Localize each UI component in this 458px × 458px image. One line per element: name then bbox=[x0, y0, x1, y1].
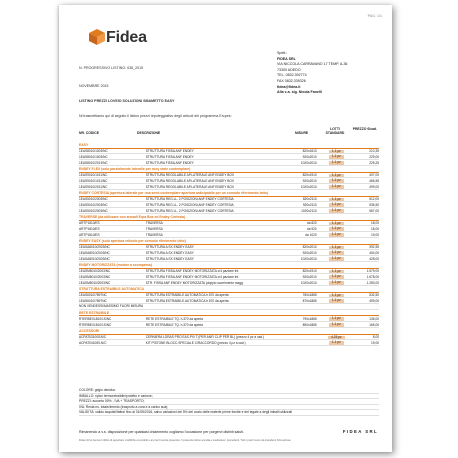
size-cell: 920x2010 bbox=[271, 250, 321, 256]
fidea-logo-mark-icon bbox=[89, 27, 105, 47]
price-cell: 1.678,00 bbox=[352, 274, 379, 280]
document-intro: Ni trasmettiamo qui di seguito il listino prezzi reputeggiativo degli articoli del programma Ercpes: bbox=[79, 114, 232, 118]
recipient-block bbox=[277, 51, 385, 96]
description-cell: STRUTTURA REGOLABILE AP.LATERALE ANF ENDEY BOX bbox=[146, 172, 271, 178]
product-code-cell: 1EAS6010/7897NC bbox=[79, 292, 146, 298]
product-code-cell: 1EAS8010/2013/NC bbox=[79, 160, 146, 166]
section-title: ENDEY MOTORIZZATA (motore a scomparsa) bbox=[79, 261, 379, 268]
column-header-lotto: LOTTI STANDARD bbox=[325, 127, 345, 135]
description-cell: CERNIERA LORAS PRO EAS-PIV T.(PER ANFI CLIP PER BL) (prezzo 4 pz a cad.) bbox=[146, 334, 271, 340]
product-code-cell: 1EAS9010/2011/NC bbox=[79, 184, 146, 190]
section-header-row bbox=[79, 165, 379, 172]
section-title: ENDEY FLEX (solo parzialmente lateralie per ruoy varie contemplare) bbox=[79, 165, 379, 172]
size-cell: 820x2110 bbox=[271, 196, 321, 202]
recipient-line: TEL. 0832.392774 bbox=[277, 73, 307, 78]
section-header-row bbox=[79, 189, 379, 196]
document-date: NOVEMBRE 2015 bbox=[79, 84, 109, 88]
lotto-badge: 1-1 pz bbox=[329, 174, 344, 178]
description-cell: KIT PISTONE BLOCC.SPECIALE C/RACCORDO (prezzo 4 pz a cad.) bbox=[146, 340, 271, 346]
product-code-cell: 1EASM8010/2003/NC bbox=[79, 274, 146, 280]
section-header-row bbox=[79, 285, 379, 292]
lotto-badge: 1-1 pz bbox=[329, 251, 344, 255]
price-cell: 567,00 bbox=[352, 208, 379, 214]
lotto-badge: 1-1 pz bbox=[329, 281, 344, 285]
lotto-badge: 1-1 pz bbox=[329, 275, 344, 279]
price-cell: 1.579,00 bbox=[352, 268, 379, 274]
size-cell: 820x1910 bbox=[271, 172, 321, 178]
description-cell: RETE ESTRAIBILE TQ. h.370 da aperta bbox=[146, 322, 271, 328]
price-cell: 225,25 bbox=[352, 160, 379, 166]
page-number: PAG. 1/1 bbox=[367, 14, 382, 18]
price-cell: 407,00 bbox=[352, 172, 379, 178]
price-list-table bbox=[79, 142, 379, 346]
description-cell: STRUTTURA REG.LL. 2 POSIZIONI ANF ENDEY CORTESIA bbox=[146, 202, 271, 208]
table-row bbox=[79, 340, 379, 346]
price-cell: 466,55 bbox=[352, 178, 379, 184]
description-cell: STRUTTURA ESTRAIBILE AUTOMATICA h.570 da aperta bbox=[146, 292, 271, 298]
description-cell: STRUTTURA REGOLABILE AP.LATERALE ANF ENDEY BOX bbox=[146, 178, 271, 184]
size-cell: 920x2110 bbox=[271, 202, 321, 208]
price-cell: 165,00 bbox=[352, 322, 379, 328]
section-title: ENDEY EASY (solo apertura reticolo per comodo riferimento letto) bbox=[79, 237, 379, 244]
price-cell: 499,00 bbox=[352, 298, 379, 304]
lotto-badge: 1-1 pz bbox=[329, 222, 344, 226]
column-header-code: NR. CODICE bbox=[79, 131, 99, 135]
size-cell: 920x2010 bbox=[271, 178, 321, 184]
product-code-cell: NON VENDESSI/MASSIMO FUORI MISURA bbox=[79, 304, 146, 310]
note-line: IMBALLO: nylon termoretraibile/protetto e cartone; bbox=[79, 394, 379, 400]
lotto-badge: 4-25 pz bbox=[328, 336, 345, 340]
description-cell: STRUTTURA A SX ENDEY EASY bbox=[146, 244, 271, 250]
size-cell: 1020x2110 bbox=[271, 208, 321, 214]
price-cell: 19,00 bbox=[352, 340, 379, 346]
lotto-badge: 1-1 pz bbox=[329, 257, 344, 261]
section-header-row bbox=[79, 309, 379, 316]
product-code-cell: 1EAS5010/2003/NC bbox=[79, 208, 146, 214]
size-cell: 920x2010 bbox=[271, 274, 321, 280]
price-cell: 499,00 bbox=[352, 184, 379, 190]
recipient-label: Spett.: bbox=[277, 51, 288, 55]
size-cell: 870x1865 bbox=[271, 298, 321, 304]
size-cell: da 1020 bbox=[271, 232, 321, 238]
description-cell: STR. FISSA ANF ENDEY MOTORIZZATA (doppio scorrimento magg. bbox=[146, 280, 271, 286]
section-title: ENDEY CORTESIA (apertura laterale per una semi-contemplare apertura anticipabile per un comodo riferimento letto) bbox=[79, 189, 379, 196]
section-header-row bbox=[79, 261, 379, 268]
column-header-description: DESCRIZIONE bbox=[137, 131, 161, 135]
terms-notes bbox=[79, 388, 379, 416]
size-cell: 760x1865 bbox=[271, 292, 321, 298]
section-header-row bbox=[79, 327, 379, 334]
size-cell: 1020x2010 bbox=[271, 160, 321, 166]
product-code-cell: 1EASA8010/2003/NC bbox=[79, 250, 146, 256]
size-cell: 820x1610 bbox=[271, 148, 321, 154]
lotto-badge: 1-1 pz bbox=[329, 198, 344, 202]
price-cell: 136,00 bbox=[352, 316, 379, 322]
section-title: TRAVERSE (da utilizzare con armadi Erpa Box ed Endey Cortesia) bbox=[79, 213, 379, 220]
product-code-cell: ACPAT0310/01N/C bbox=[79, 334, 146, 340]
lotto-badge: 1-1 pz bbox=[329, 317, 344, 321]
price-cell: 1.283,00 bbox=[352, 280, 379, 286]
size-cell: da 820 bbox=[271, 220, 321, 226]
size-cell: da 920 bbox=[271, 226, 321, 232]
company-logo bbox=[89, 27, 147, 49]
price-cell: 18,00 bbox=[352, 226, 379, 232]
lotto-badge: 1-1 pz bbox=[329, 246, 344, 250]
size-cell: 820x2010 bbox=[271, 244, 321, 250]
price-cell: 392,55 bbox=[352, 244, 379, 250]
section-header-row bbox=[79, 213, 379, 220]
size-cell: 1020x2010 bbox=[271, 280, 321, 286]
product-code-cell: 1EAS5010/2003/NC bbox=[79, 196, 146, 202]
description-cell: RETE ESTRAIBILE TQ. h.370 da aperta bbox=[146, 316, 271, 322]
price-cell: 428,00 bbox=[352, 256, 379, 262]
fine-print: Fidea Srl si riserva il diritto di apportare modifiche ai prodotti e ai prezzi senza preavviso. Il presente listino annulla e sostituisce i precedenti. Tutti i prezzi sono da intendersi IVA esclusa. bbox=[79, 439, 292, 442]
lotto-badge: 1-1 pz bbox=[329, 155, 344, 159]
price-cell: 404,00 bbox=[352, 250, 379, 256]
lotto-badge: 1-1 pz bbox=[329, 341, 344, 345]
section-title: ACCESSORI bbox=[79, 327, 379, 334]
closing-text: Rimanendo a v.s. disposizione per qualsiasi chiarimento cogliamo l'occasione per porgervi distinti saluti. bbox=[79, 430, 245, 434]
size-cell: 1020x2010 bbox=[271, 184, 321, 190]
description-cell: STRUTTURA A SX ENDEY EASY bbox=[146, 250, 271, 256]
product-code-cell: 1EAS5010/2003/NC bbox=[79, 202, 146, 208]
lotto-badge: 1-1 pz bbox=[329, 150, 344, 154]
column-header-price: PREZZO €/cad. bbox=[352, 127, 377, 131]
lotto-badge: 1-1 pz bbox=[329, 299, 344, 303]
lotto-badge: 1-1 pz bbox=[329, 185, 344, 189]
description-cell: TRAVERSA bbox=[146, 220, 271, 226]
note-line: COLORE: grigio deciduo bbox=[79, 388, 379, 394]
lotto-badge: 1-1 pz bbox=[329, 209, 344, 213]
size-cell: 790x1865 bbox=[271, 316, 321, 322]
price-cell: 229,00 bbox=[352, 154, 379, 160]
section-header-row bbox=[79, 237, 379, 244]
recipient-attention: Alla c.a. sig. Nicola Fanelli bbox=[277, 90, 322, 95]
lotto-badge: 1-1 pz bbox=[329, 323, 344, 327]
column-header-size: MISURE bbox=[295, 131, 309, 135]
product-code-cell: 1EAS9010/1011/NC bbox=[79, 178, 146, 184]
price-cell: 19,00 bbox=[352, 232, 379, 238]
description-cell: STRUTTURA FISSA ANF ENDEY bbox=[146, 148, 271, 154]
description-cell: TRAVERSA bbox=[146, 226, 271, 232]
description-cell: TRAVERSA bbox=[146, 232, 271, 238]
lotto-badge: 1-1 pz bbox=[329, 227, 344, 231]
lotto-badge: 1-1 pz bbox=[329, 203, 344, 207]
size-cell: 890x1865 bbox=[271, 322, 321, 328]
price-cell: 210,35 bbox=[352, 148, 379, 154]
product-code-cell: 1EASA8010/2003/NC bbox=[79, 256, 146, 262]
note-line: VALIDITÀ: valido acquisti/fatturi fino al 31/05/2016, salvo variazioni del 5% del costo delle materie prime fornite e del legale a degli imballi utilizzati bbox=[79, 410, 379, 416]
product-code-cell: RTERBEX1810/1S/NC bbox=[79, 316, 146, 322]
description-cell: STRUTTURA ESTRAIBILE AUTOMATICA h.570 da aperta bbox=[146, 298, 271, 304]
section-title: EASY bbox=[79, 142, 379, 148]
product-code-cell: 1EASM8010/2003/NC bbox=[79, 280, 146, 286]
description-cell: STRUTTURA FISSA ANF ENDEY MOTORIZZATA c/4 pazione int. bbox=[146, 268, 271, 274]
price-cell: 8,00 bbox=[352, 334, 379, 340]
note-line: IVA: Resta ns. totale/imento (trasporto a cura e a carico sua); bbox=[79, 405, 379, 411]
lotto-badge: 1-1 pz bbox=[329, 294, 344, 298]
note-line: PREZZI: acconto 50% - IVA + TRASPORTO; bbox=[79, 399, 379, 405]
price-cell: 532,50 bbox=[352, 292, 379, 298]
product-code-cell: 1EASM8010/2003/NC bbox=[79, 268, 146, 274]
logo-wordmark: Fidea bbox=[106, 29, 147, 46]
description-cell: STRUTTURA A SX ENDEY EASY bbox=[146, 256, 271, 262]
description-cell: STRUTTURA FISSA ANF ENDEY bbox=[146, 154, 271, 160]
description-cell: STRUTTURA FISSA ANF ENDEY MOTORIZZATA c/4 pazione int. bbox=[146, 274, 271, 280]
lotto-badge: 1-1 pz bbox=[329, 270, 344, 274]
recipient-line: 73300 ADEDO bbox=[277, 67, 301, 72]
price-list-sheet bbox=[59, 5, 392, 452]
section-title: RETE ESTRAIBILE bbox=[79, 309, 379, 316]
size-cell bbox=[271, 340, 321, 346]
product-code-cell: 1EAS9010/1011/NC bbox=[79, 172, 146, 178]
size-cell: 1020x2010 bbox=[271, 256, 321, 262]
product-code-cell: ACPAT0410/ELN/C bbox=[79, 340, 146, 346]
product-code-cell: 1EAS8010/1003/NC bbox=[79, 154, 146, 160]
size-cell: 820x1910 bbox=[271, 268, 321, 274]
recipient-company: FIDEA SRL bbox=[277, 56, 296, 61]
product-code-cell: 1EASA8010/2003/NC bbox=[79, 244, 146, 250]
recipient-line: FAX 0832.339326 bbox=[277, 78, 306, 83]
document-number: N. PROGRESSIVO LISTINO: 038_2015 bbox=[79, 66, 144, 70]
lotto-badge: 1-1 pz bbox=[329, 161, 344, 165]
product-code-cell: 1EAS8010/1003/NC bbox=[79, 148, 146, 154]
lotto-badge: 1-1 pz bbox=[329, 179, 344, 183]
section-title: STRUTTURA ESTRAIBILE AUTOMATICA bbox=[79, 285, 379, 292]
description-cell: STRUTTURA REGOLABILE AP.LATERALE ANF ENDEY BOX bbox=[146, 184, 271, 190]
recipient-email: fidea@fidea.it bbox=[277, 84, 301, 89]
description-cell: STRUTTURA FISSA ANF ENDEY bbox=[146, 160, 271, 166]
recipient-line: VIA NICCOLA CARRAVANO 17 TEMP. A-36 bbox=[277, 62, 348, 67]
product-code-cell: RTERBEX1810/1S/NC bbox=[79, 322, 146, 328]
document-subject: LISTINO PREZZI LOVEIO SOLUZIONI SMAMETTO EASY bbox=[79, 99, 175, 103]
product-code-cell: 1EAS6010/7897NC bbox=[79, 298, 146, 304]
description-cell: STRUTTURA REG.LL. 2 POSIZIONI ANF ENDEY CORTESIA bbox=[146, 208, 271, 214]
product-code-cell: ARTP1810/ES bbox=[79, 226, 146, 232]
price-cell: 512,00 bbox=[352, 196, 379, 202]
product-code-cell: ARTP1810/ES bbox=[79, 232, 146, 238]
description-cell: STRUTTURA REG.LL. 2 POSIZIONI ANF ENDEY CORTESIA bbox=[146, 196, 271, 202]
lotto-badge: 1-1 pz bbox=[329, 233, 344, 237]
size-cell: 920x2010 bbox=[271, 154, 321, 160]
product-code-cell: ARTP1810/ES bbox=[79, 220, 146, 226]
lotto-cell bbox=[321, 340, 352, 346]
price-cell: 18,00 bbox=[352, 220, 379, 226]
signature-company: FIDEA SRL bbox=[342, 429, 378, 434]
price-cell: 536,50 bbox=[352, 202, 379, 208]
